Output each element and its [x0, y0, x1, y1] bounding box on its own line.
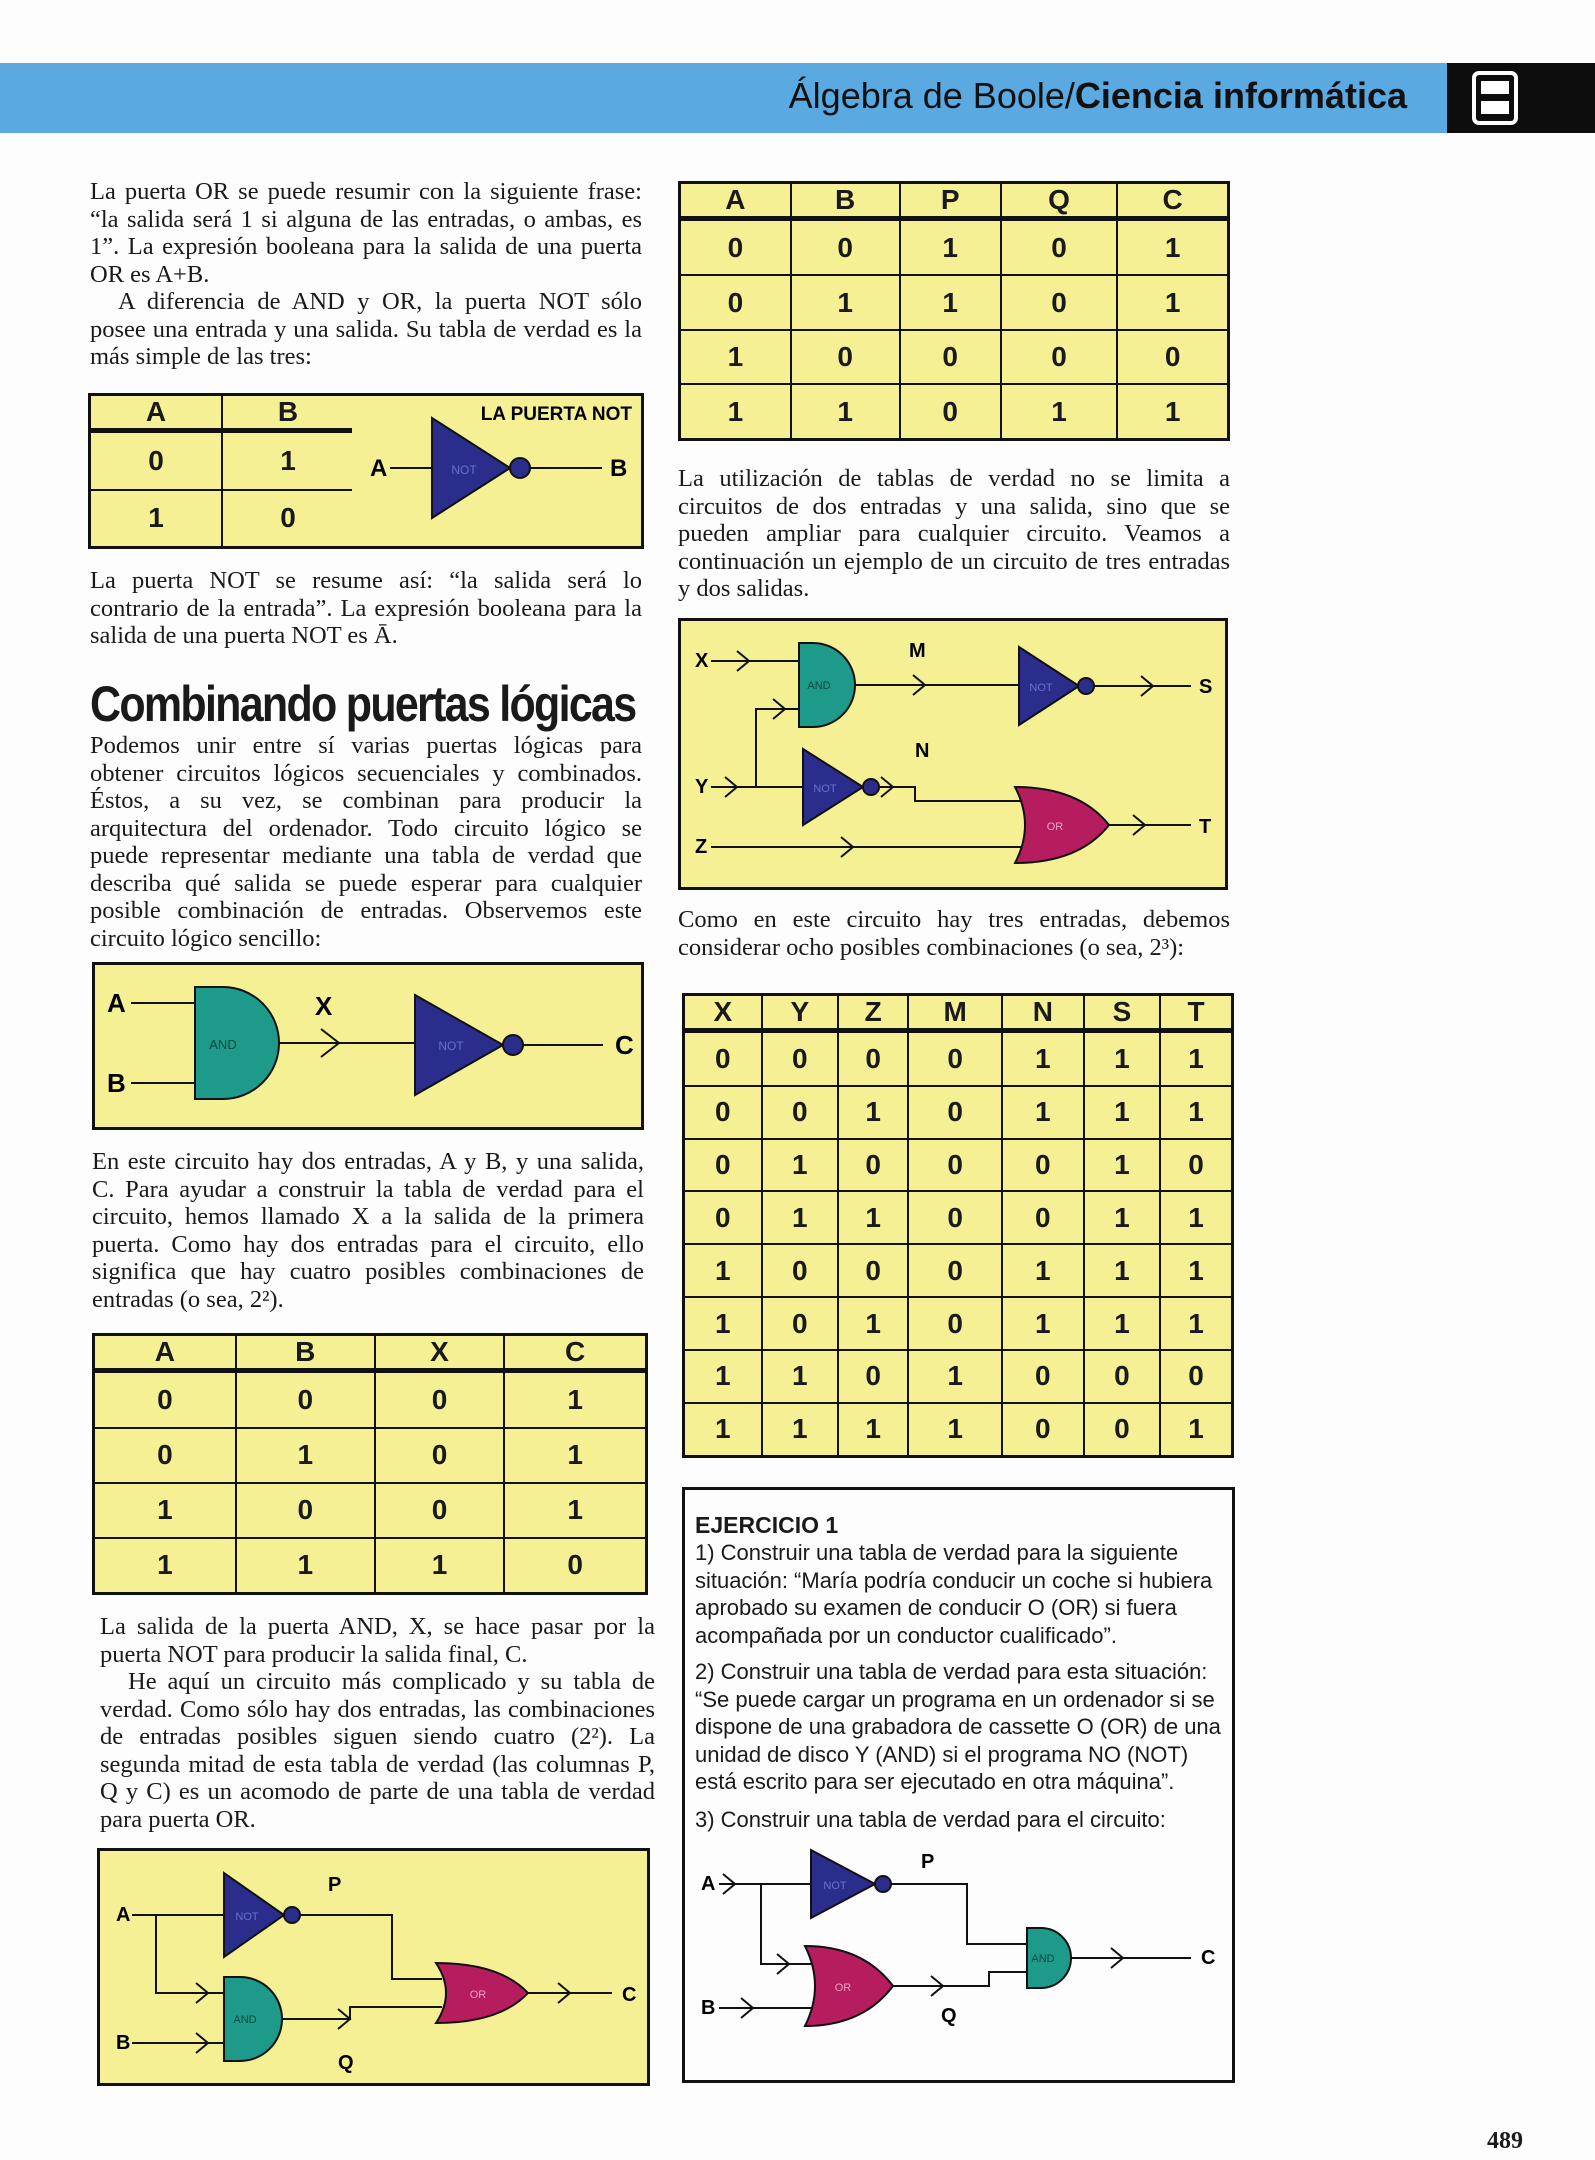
- table-header: A: [680, 183, 791, 219]
- exercise-circuit-diagram: [685, 1840, 1232, 2080]
- xyz-truth-table: [682, 993, 1234, 1458]
- abxc-truth-table: [92, 1333, 648, 1595]
- gate-label: OR: [834, 1982, 852, 1994]
- table-row: [684, 1350, 1233, 1403]
- table-cell: 0: [684, 1139, 762, 1192]
- table-cell: 1: [908, 1403, 1001, 1457]
- table-row: [680, 330, 1229, 384]
- gate-label: AND: [209, 1037, 237, 1052]
- table-cell: 0: [900, 330, 1001, 384]
- table-row: [90, 431, 355, 490]
- table-cell: 0: [791, 330, 900, 384]
- table-header: C: [504, 1335, 646, 1371]
- section-title: Álgebra de Boole/Ciencia informática: [788, 75, 1407, 116]
- table-cell: 1: [1160, 1403, 1232, 1457]
- input-label: B: [116, 2032, 131, 2054]
- output-label: B: [610, 455, 628, 482]
- table-row: [94, 1483, 647, 1538]
- table-cell: 1: [684, 1350, 762, 1403]
- table-cell: 0: [1002, 1350, 1084, 1403]
- table-cell: 0: [375, 1483, 504, 1538]
- table-cell: 1: [1084, 1297, 1160, 1350]
- table-header: A: [90, 395, 223, 431]
- table-row: [684, 1403, 1233, 1457]
- table-header: N: [1002, 995, 1084, 1031]
- input-label: B: [701, 1997, 716, 2019]
- computer-section-icon: [1472, 71, 1518, 125]
- table-cell: 0: [684, 1031, 762, 1086]
- table-cell: 1: [1002, 1086, 1084, 1139]
- table-cell: 0: [762, 1086, 838, 1139]
- circuit1-paragraph: En este circuito hay dos entradas, A y B, y una salida, C. Para ayudar a construir la tabla de verdad para el circuito, hemos llamado X a la salida de la primera puerta. Como hay dos entradas para el circuito, ello significa que hay cuatro posibles combinaciones de entradas (o sea, 2²).: [92, 1148, 644, 1313]
- table-header: C: [1117, 183, 1228, 219]
- table-cell: 0: [90, 431, 223, 490]
- table-cell: 1: [94, 1538, 236, 1594]
- table-cell: 0: [236, 1371, 375, 1428]
- table-cell: 1: [838, 1403, 908, 1457]
- table-cell: 1: [236, 1428, 375, 1483]
- table-cell: 1: [1160, 1297, 1232, 1350]
- truth-table-usage-paragraph: La utilización de tablas de verdad no se limita a circuitos de dos entradas y una salida, sino que se pueden ampliar para cualquier circuito. Veamos a continuación un ejemplo de un circuito de tres entradas y dos salidas.: [678, 465, 1230, 602]
- table-cell: 0: [1001, 219, 1117, 276]
- table-row: [684, 1086, 1233, 1139]
- table-cell: 0: [900, 384, 1001, 439]
- table-cell: 0: [908, 1086, 1001, 1139]
- table-cell: 1: [791, 275, 900, 329]
- not-summary-paragraph: La puerta NOT se resume así: “la salida será lo contrario de la entrada”. La expresión booleana para la salida de una puerta NOT es Ā.: [90, 567, 642, 649]
- table-cell: 0: [684, 1191, 762, 1244]
- table-cell: 1: [684, 1297, 762, 1350]
- table-row: [684, 1031, 1233, 1086]
- table-cell: 1: [1117, 219, 1228, 276]
- output-label: C: [615, 1030, 634, 1060]
- combining-paragraph: Podemos unir entre sí varias puertas lógicas para obtener circuitos lógicos secuenciales y combinados. Éstos, a su vez, se combinan para producir la arquitectura del ordenador. Todo circuito lógico se puede representar mediante una tabla de verdad que describa qué salida se puede esperar para cualquier posible combinación de entradas. Observemos este circuito lógico sencillo:: [90, 732, 642, 952]
- table-cell: 1: [1117, 275, 1228, 329]
- table-cell: 1: [908, 1350, 1001, 1403]
- circuit1-text: [92, 1148, 644, 1313]
- table-row: [680, 384, 1229, 439]
- mid-label: P: [328, 1874, 342, 1896]
- table-cell: 0: [222, 490, 355, 548]
- table-cell: 0: [375, 1371, 504, 1428]
- table-cell: 1: [1160, 1086, 1232, 1139]
- table-cell: 0: [908, 1139, 1001, 1192]
- table-row: [684, 1297, 1233, 1350]
- table-row: [684, 1191, 1233, 1244]
- table-cell: 1: [900, 219, 1001, 276]
- table-cell: 0: [838, 1244, 908, 1297]
- table-cell: 1: [762, 1403, 838, 1457]
- table-cell: 1: [791, 384, 900, 439]
- intro-text: [90, 178, 642, 371]
- table-row: [684, 1139, 1233, 1192]
- or-summary-paragraph: La puerta OR se puede resumir con la siguiente frase: “la salida será 1 si alguna de las entradas, o ambas, es 1”. La expresión booleana para la salida de una puerta OR es A+B.: [90, 178, 642, 288]
- table-header: T: [1160, 995, 1232, 1031]
- table-cell: 0: [680, 219, 791, 276]
- mid-label: M: [909, 640, 926, 662]
- page-header: [0, 63, 1595, 133]
- table-header: X: [684, 995, 762, 1031]
- table-cell: 0: [1001, 330, 1117, 384]
- table-cell: 1: [90, 490, 223, 548]
- exercise-title: EJERCICIO 1: [695, 1512, 839, 1538]
- output-label: T: [1199, 816, 1212, 838]
- gate-label: OR: [1046, 821, 1064, 833]
- table-cell: 0: [908, 1297, 1001, 1350]
- table-cell: 1: [1084, 1031, 1160, 1086]
- input-label: A: [107, 988, 126, 1018]
- table-cell: 0: [684, 1086, 762, 1139]
- gate-label: NOT: [823, 1880, 847, 1892]
- table-header: Z: [838, 995, 908, 1031]
- abpqc-truth-table: [678, 181, 1230, 441]
- table-header: B: [791, 183, 900, 219]
- table-cell: 0: [838, 1350, 908, 1403]
- mid-label: Q: [941, 2005, 957, 2027]
- table-cell: 0: [762, 1297, 838, 1350]
- not-gate-diagram: [352, 393, 644, 549]
- table-cell: 1: [504, 1428, 646, 1483]
- table-cell: 1: [1117, 384, 1228, 439]
- gate-label: AND: [233, 2014, 257, 2026]
- table-header: X: [375, 1335, 504, 1371]
- table-cell: 0: [791, 219, 900, 276]
- table-cell: 1: [504, 1371, 646, 1428]
- table-cell: 0: [1001, 275, 1117, 329]
- and-not-circuit-diagram: [92, 962, 644, 1130]
- table-cell: 1: [684, 1403, 762, 1457]
- and-gate-icon: [195, 987, 279, 1099]
- table-cell: 0: [680, 275, 791, 329]
- complex-circuit-paragraph: He aquí un circuito más complicado y su tabla de verdad. Como sólo hay dos entradas, las combinaciones de entradas posibles siguen siendo cuatro (2²). La segunda mitad de esta tabla de verdad (las columnas P, Q y C) es un acomodo de parte de una tabla de verdad para puerta OR.: [100, 1668, 655, 1833]
- table-cell: 1: [762, 1191, 838, 1244]
- table-cell: 1: [762, 1139, 838, 1192]
- input-label: A: [701, 1873, 716, 1895]
- output-label: C: [1201, 1947, 1216, 1969]
- output-label: S: [1199, 676, 1213, 698]
- table-row: [680, 275, 1229, 329]
- table-cell: 0: [1084, 1350, 1160, 1403]
- gate-label: NOT: [1029, 682, 1053, 694]
- table-cell: 0: [375, 1428, 504, 1483]
- table-cell: 1: [1160, 1031, 1232, 1086]
- table-header: Q: [1001, 183, 1117, 219]
- table-row: [680, 219, 1229, 276]
- table-cell: 0: [762, 1244, 838, 1297]
- table-cell: 0: [1002, 1403, 1084, 1457]
- table-cell: 1: [375, 1538, 504, 1594]
- header-icon-box: [1447, 63, 1595, 133]
- table-cell: 0: [1160, 1350, 1232, 1403]
- table-cell: 0: [838, 1139, 908, 1192]
- and-output-paragraph: La salida de la puerta AND, X, se hace pasar por la puerta NOT para producir la salida final, C.: [100, 1613, 655, 1668]
- table-header: S: [1084, 995, 1160, 1031]
- table-cell: 1: [1001, 384, 1117, 439]
- table-header: M: [908, 995, 1001, 1031]
- table-cell: 1: [680, 330, 791, 384]
- table-cell: 1: [222, 431, 355, 490]
- mid-label: N: [915, 740, 930, 762]
- three-input-intro-text: [678, 465, 1230, 603]
- exercise-item-3: 3) Construir una tabla de verdad para el circuito:: [695, 1807, 1166, 1832]
- table-cell: 1: [1084, 1086, 1160, 1139]
- table-header: Y: [762, 995, 838, 1031]
- table-cell: 0: [236, 1483, 375, 1538]
- table-cell: 0: [1084, 1403, 1160, 1457]
- exercise-box: [682, 1487, 1235, 2083]
- table-row: [94, 1428, 647, 1483]
- table-cell: 1: [504, 1483, 646, 1538]
- table-header: P: [900, 183, 1001, 219]
- table-cell: 1: [1002, 1031, 1084, 1086]
- table-cell: 1: [1002, 1244, 1084, 1297]
- table-cell: 0: [94, 1428, 236, 1483]
- table-cell: 1: [1002, 1297, 1084, 1350]
- gate-label: NOT: [813, 783, 837, 795]
- mid-label: P: [921, 1851, 935, 1873]
- table-row: [90, 490, 355, 548]
- table-cell: 0: [1002, 1139, 1084, 1192]
- gate-label: NOT: [438, 1039, 464, 1053]
- section-heading: Combinando puertas lógicas: [90, 676, 636, 732]
- eight-combinations-text: [678, 906, 1230, 961]
- mid-label: Q: [338, 2052, 354, 2074]
- input-label: X: [695, 650, 709, 672]
- table-cell: 0: [762, 1031, 838, 1086]
- table-cell: 0: [1002, 1191, 1084, 1244]
- exercise-item-1: 1) Construir una tabla de verdad para la siguiente situación: “María podría conducir un coche si hubiera aprobado su examen de conducir O (OR) si fuera acompañada por un conductor cualificado”.: [695, 1540, 1213, 1648]
- table-header: B: [236, 1335, 375, 1371]
- table-cell: 0: [908, 1244, 1001, 1297]
- table-cell: 1: [94, 1483, 236, 1538]
- output-label: C: [622, 1984, 637, 2006]
- not-truth-table: [88, 393, 356, 549]
- table-cell: 1: [1160, 1244, 1232, 1297]
- table-header: A: [94, 1335, 236, 1371]
- three-input-circuit-diagram: [678, 618, 1228, 890]
- gate-label: NOT: [235, 1911, 259, 1923]
- circuit2-text: [100, 1613, 655, 1833]
- table-cell: 0: [908, 1031, 1001, 1086]
- table-header: B: [222, 395, 355, 431]
- mid-label: X: [315, 991, 333, 1021]
- table-row: [684, 1244, 1233, 1297]
- not-intro-paragraph: A diferencia de AND y OR, la puerta NOT sólo posee una entrada y una salida. Su tabla de verdad es la más simple de las tres:: [90, 288, 642, 370]
- gate-caption: LA PUERTA NOT: [480, 404, 632, 425]
- table-row: [94, 1371, 647, 1428]
- gate-label: OR: [469, 1989, 487, 2001]
- table-cell: 1: [684, 1244, 762, 1297]
- combinations-paragraph: Como en este circuito hay tres entradas, debemos considerar ocho posibles combinaciones (o sea, 2³):: [678, 906, 1230, 961]
- table-cell: 0: [838, 1031, 908, 1086]
- gate-label: AND: [807, 680, 831, 692]
- table-cell: 0: [908, 1191, 1001, 1244]
- input-label: A: [370, 455, 388, 482]
- table-cell: 0: [1117, 330, 1228, 384]
- gate-label: AND: [1031, 1953, 1055, 1965]
- table-row: [94, 1538, 647, 1594]
- page-number: 489: [1487, 2128, 1523, 2154]
- table-cell: 1: [838, 1297, 908, 1350]
- not-summary-text: [90, 567, 642, 650]
- table-cell: 1: [900, 275, 1001, 329]
- input-label: Z: [695, 836, 708, 858]
- input-label: A: [116, 1904, 131, 1926]
- table-cell: 0: [1160, 1139, 1232, 1192]
- exercise-item-2: 2) Construir una tabla de verdad para esta situación: “Se puede cargar un programa en un ordenador si se dispone de una grabadora de cassette O (OR) de una unidad de disco Y (AND) si el programa NO (NOT) está escrito para ser ejecutado en otra máquina”.: [695, 1659, 1221, 1794]
- input-label: B: [107, 1068, 126, 1098]
- table-cell: 0: [94, 1371, 236, 1428]
- combining-text: [90, 732, 642, 952]
- input-label: Y: [695, 776, 709, 798]
- table-cell: 0: [504, 1538, 646, 1594]
- table-cell: 1: [838, 1086, 908, 1139]
- table-cell: 1: [1084, 1244, 1160, 1297]
- table-cell: 1: [1084, 1139, 1160, 1192]
- table-cell: 1: [1084, 1191, 1160, 1244]
- table-cell: 1: [762, 1350, 838, 1403]
- table-cell: 1: [838, 1191, 908, 1244]
- table-cell: 1: [236, 1538, 375, 1594]
- not-and-or-circuit-diagram: [97, 1848, 650, 2086]
- table-cell: 1: [1160, 1191, 1232, 1244]
- table-cell: 1: [680, 384, 791, 439]
- gate-label: NOT: [451, 463, 477, 477]
